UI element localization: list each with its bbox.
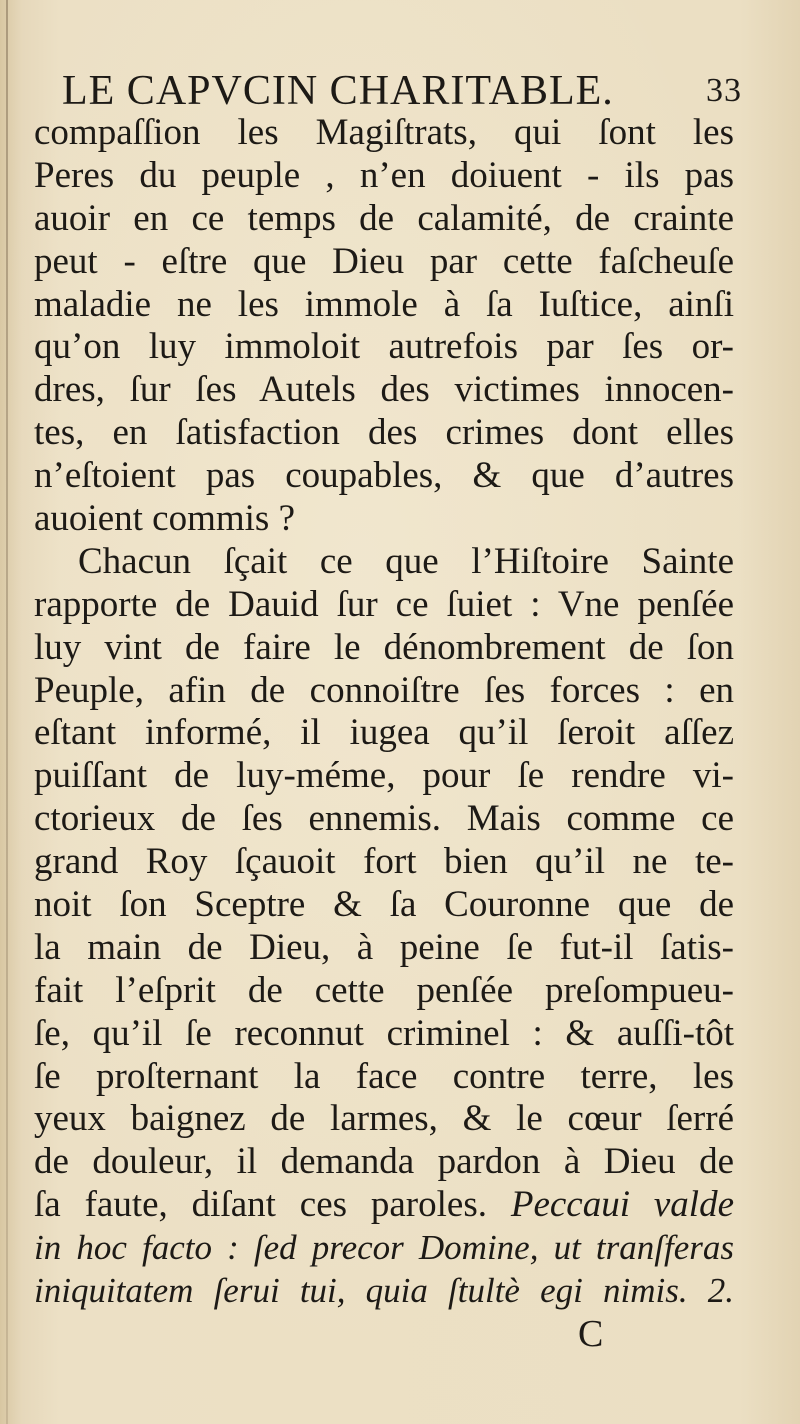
text-line-content: grand Roy ſçauoit fort bien qu’il ne te- [34, 841, 734, 883]
text-line [34, 1227, 734, 1270]
text-line-content: eſtant informé, il iugea qu’il ſeroit aſſez [34, 712, 734, 754]
text-line [34, 241, 734, 284]
text-line [34, 155, 734, 198]
latin-quote-start: Peccaui valde [510, 1184, 735, 1226]
text-line-content: peut - eſtre que Dieu par cette faſcheuſe [34, 240, 734, 282]
text-line-content: ctorieux de ſes ennemis. Mais comme ce [34, 798, 734, 840]
body-text [34, 112, 734, 1313]
text-line [34, 1013, 734, 1056]
text-line-content: qu’on luy immoloit autrefois par ſes or- [34, 326, 734, 368]
text-line-content: dres, ſur ſes Autels des victimes innocen- [34, 369, 734, 411]
catchword: C [578, 1313, 604, 1355]
text-line [34, 326, 734, 369]
text-line [34, 1270, 734, 1313]
text-line-content: auoir en ce temps de calamité, de crainte [34, 197, 734, 239]
text-line [34, 112, 734, 155]
text-line [34, 1141, 734, 1184]
text-line [34, 198, 734, 241]
text-line [34, 1098, 734, 1141]
text-line-content: auoient commis ? [34, 498, 295, 540]
text-line [34, 841, 734, 884]
text-line [34, 970, 734, 1013]
text-line-content: luy vint de faire le dénombrement de ſon [34, 626, 734, 668]
text-line [34, 498, 734, 541]
text-line-content: Peuple, afin de connoiſtre ſes forces : en [34, 669, 734, 711]
text-line-content: compaſſion les Magiſtrats, qui ſont les [34, 112, 734, 153]
text-line [34, 1056, 734, 1099]
text-line [34, 884, 734, 927]
text-line-content: Peres du peuple , n’en doiuent - ils pas [34, 154, 734, 196]
text-line-content: ſe, qu’il ſe reconnut criminel : & auſſi-tôt [34, 1012, 734, 1054]
text-line-content: noit ſon Sceptre & ſa Couronne que de [34, 884, 734, 926]
page-number: 33 [706, 72, 742, 109]
text-line-content: ſa faute, diſant ces paroles. [34, 1184, 487, 1226]
text-line-content: in hoc facto : ſed precor Domine, ut tranſferas [34, 1228, 734, 1268]
text-line [34, 1184, 734, 1227]
text-line-content: yeux baignez de larmes, & le cœur ſerré [34, 1098, 734, 1140]
text-line-content: Chacun ſçait ce que l’Hiſtoire Sainte [78, 540, 734, 582]
text-line [34, 755, 734, 798]
text-line-content: la main de Dieu, à peine ſe fut-il ſatis- [34, 926, 734, 968]
text-line [34, 927, 734, 970]
text-line [34, 455, 734, 498]
text-line-content: puiſſant de luy-méme, pour ſe rendre vi- [34, 755, 734, 797]
text-line [34, 627, 734, 670]
text-line-content: n’eſtoient pas coupables, & que d’autres [34, 455, 734, 497]
running-head [62, 66, 742, 116]
text-line-content: fait l’eſprit de cette penſée preſompueu- [34, 969, 734, 1011]
text-line-content: ſe proſternant la face contre terre, les [34, 1055, 734, 1097]
text-line [34, 541, 734, 584]
text-line [34, 670, 734, 713]
text-line-content: iniquitatem ſerui tui, quia ſtultè egi nimis. 2. [34, 1271, 734, 1311]
text-line [34, 412, 734, 455]
text-line-content: rapporte de Dauid ſur ce ſuiet : Vne penſée [34, 583, 734, 625]
binding-gutter [6, 0, 8, 1424]
text-line-content: maladie ne les immole à ſa Iuſtice, ainſi [34, 283, 734, 325]
text-line-content: de douleur, il demanda pardon à Dieu de [34, 1141, 734, 1183]
text-line-content: tes, en ſatisfaction des crimes dont elles [34, 412, 734, 454]
text-line [34, 369, 734, 412]
text-line [34, 798, 734, 841]
running-title: LE CAPVCIN CHARITABLE. [62, 68, 614, 114]
text-line [34, 284, 734, 327]
text-line [34, 584, 734, 627]
text-line [34, 712, 734, 755]
